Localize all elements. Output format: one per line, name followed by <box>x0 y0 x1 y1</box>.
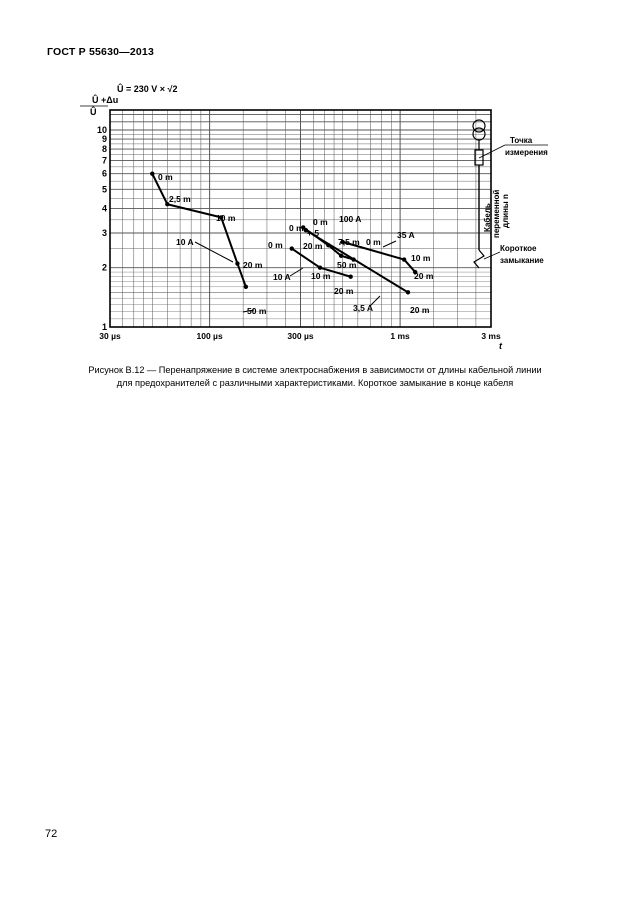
label-e-35A: 35 A <box>397 230 415 240</box>
measurement-point-label-1: Точка <box>510 136 533 145</box>
x-tick-label: 300 µs <box>287 331 314 341</box>
label-b-20m: 20 m <box>334 286 354 296</box>
label-a-50m: 50 m <box>247 306 267 316</box>
page-number: 72 <box>45 828 58 840</box>
y-tick-label: 2 <box>101 262 107 273</box>
label-d-100A: 100 A <box>339 214 362 224</box>
curve-point <box>290 246 294 250</box>
x-tick-label: 3 ms <box>481 331 501 341</box>
curve-point <box>339 254 343 258</box>
label-leader-line <box>383 241 396 247</box>
label-c-50m: 50 m <box>337 260 357 270</box>
label-e-0m: 0 m <box>366 237 381 247</box>
curve-point <box>406 290 410 294</box>
curve-point <box>402 257 406 261</box>
label-f-20m: 20 m <box>410 305 430 315</box>
short-circuit-label-1: Короткое <box>500 244 537 253</box>
cable-label-1: Кабель <box>483 203 492 232</box>
x-label: t <box>499 341 502 351</box>
short-circuit-label-2: замыкание <box>500 256 544 265</box>
document-header: ГОСТ Р 55630—2013 <box>47 46 155 58</box>
label-f-3-5A: 3,5 A <box>353 303 374 313</box>
label-leader-line <box>387 255 400 258</box>
x-tick-label: 1 ms <box>390 331 410 341</box>
curve-point <box>235 261 239 265</box>
y-tick-label: 9 <box>101 134 107 145</box>
y-tick-label: 10 <box>96 125 107 135</box>
y-tick-label: 7 <box>101 155 107 166</box>
label-a-2-5m: 2,5 m <box>169 194 191 204</box>
caption-line-2: для предохранителей с различными характеристиками. Короткое замыкание в конце кабеля <box>116 378 514 388</box>
label-c-plus5: + 5 <box>307 228 320 238</box>
label-c-0m: 0 m <box>289 223 304 233</box>
top-formula: Û = 230 V × √2 <box>117 84 178 94</box>
y-tick-label: 1 <box>101 322 107 332</box>
y-tick-label: 4 <box>101 203 107 214</box>
chart-grid <box>110 110 491 327</box>
label-a-10m: 10 m <box>216 213 236 223</box>
fuse-icon <box>475 150 483 165</box>
y-tick-label: 8 <box>101 144 107 155</box>
cable-label-2: переменной <box>492 189 501 238</box>
caption-line-1: Рисунок В.12 — Перенапряжение в системе электроснабжения в зависимости от длины кабельной линии <box>88 365 542 375</box>
label-e-10m: 10 m <box>411 253 431 263</box>
label-b-0m: 0 m <box>268 240 283 250</box>
label-b-10A: 10 A <box>273 272 291 282</box>
curve-point <box>348 275 352 279</box>
cable-label-3: длины n <box>501 194 510 228</box>
short-circuit-icon <box>474 250 484 268</box>
curve-point <box>318 265 322 269</box>
curve-point <box>150 172 154 176</box>
y-label-numerator: Û +Δu <box>92 95 119 105</box>
curve-series-1 <box>152 174 246 287</box>
label-c-20m: 20 m <box>303 241 323 251</box>
curve-point <box>244 285 248 289</box>
measurement-point-label-2: измерения <box>505 148 548 157</box>
figure-caption <box>44 364 586 390</box>
label-b-10m: 10 m <box>311 271 331 281</box>
label-d-0m: 0 m <box>313 217 328 227</box>
label-e-20m: 20 m <box>414 271 434 281</box>
curve-point <box>326 243 330 247</box>
label-a-0m: 0 m <box>158 172 173 182</box>
y-label-denominator: Û <box>90 107 97 117</box>
y-tick-label: 6 <box>101 168 107 179</box>
y-tick-label: 3 <box>101 228 107 239</box>
label-a-20m: 20 m <box>243 260 263 270</box>
label-d-7-5m: 7,5 m <box>338 237 360 247</box>
label-a-10A: 10 A <box>176 237 194 247</box>
overvoltage-figure <box>0 0 630 360</box>
y-tick-label: 5 <box>101 184 107 195</box>
x-tick-label: 100 µs <box>196 331 223 341</box>
x-tick-label: 30 µs <box>99 331 121 341</box>
